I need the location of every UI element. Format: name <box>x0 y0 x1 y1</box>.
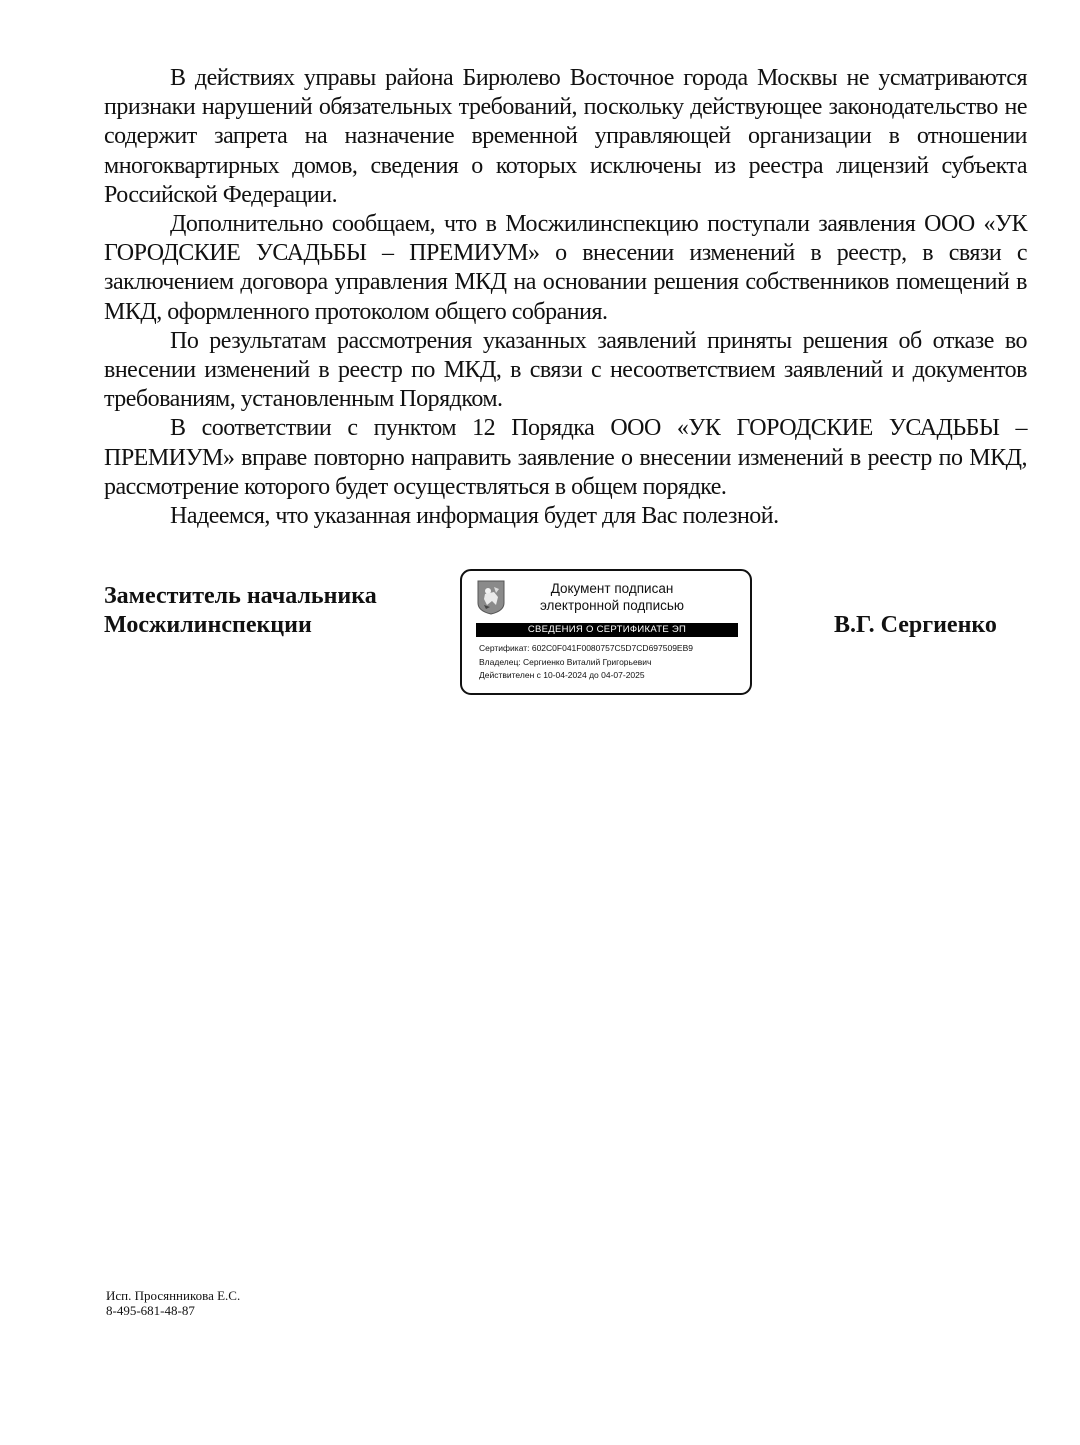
paragraph: В соответствии с пунктом 12 Порядка ООО «УК ГОРОДСКИЕ УСАДЬБЫ – ПРЕМИУМ» вправе повторно направить заявление о внесении изменений в реестр по МКД, рассмотрение которого будет осуществляться в общем порядке. <box>104 415 1027 500</box>
stamp-title-line: электронной подписью <box>539 598 685 613</box>
coat-of-arms-icon <box>476 579 506 615</box>
position-line: Заместитель начальника <box>104 583 377 609</box>
paragraph: По результатам рассмотрения указанных заявлений приняты решения об отказе во внесении изменений в реестр по МКД, в связи с несоответствием заявлений и документов требованиям, установленным Порядком. <box>104 327 1027 413</box>
electronic-signature-stamp <box>460 569 752 695</box>
stamp-title-line: Документ подписан <box>550 581 674 596</box>
certificate-validity: Действителен с 10-04-2024 до 04-07-2025 <box>479 670 645 680</box>
stamp-title <box>512 580 712 614</box>
letter-body <box>104 64 1027 531</box>
executor-info <box>106 1288 240 1318</box>
certificate-info-bar: СВЕДЕНИЯ О СЕРТИФИКАТЕ ЭП <box>476 623 738 637</box>
executor-phone: 8-495-681-48-87 <box>106 1303 195 1318</box>
certificate-owner: Владелец: Сергиенко Виталий Григорьевич <box>479 657 652 667</box>
position-line: Мосжилинспекции <box>104 612 312 638</box>
signatory-name: В.Г. Сергиенко <box>834 612 997 638</box>
executor-name: Исп. Просянникова Е.С. <box>106 1288 241 1303</box>
paragraph: Дополнительно сообщаем, что в Мосжилинспекцию поступали заявления ООО «УК ГОРОДСКИЕ УСАДЬБЫ – ПРЕМИУМ» о внесении изменений в реестр, в связи с заключением договора управления МКД на основании решения собственников помещений в МКД, оформленного протоколом общего собрания. <box>104 211 1027 325</box>
signatory-position <box>104 582 377 640</box>
certificate-number: Сертификат: 602C0F041F0080757C5D7CD697509EB9 <box>479 643 693 653</box>
paragraph: Надеемся, что указанная информация будет для Вас полезной. <box>170 503 779 530</box>
paragraph: В действиях управы района Бирюлево Восточное города Москвы не усматриваются признаки нарушений обязательных требований, поскольку действующее законодательство не содержит запрета на назначение временной управляющей организации в отношении многоквартирных домов, сведения о которых исключены из реестра лицензий субъекта Российской Федерации. <box>104 65 1027 208</box>
